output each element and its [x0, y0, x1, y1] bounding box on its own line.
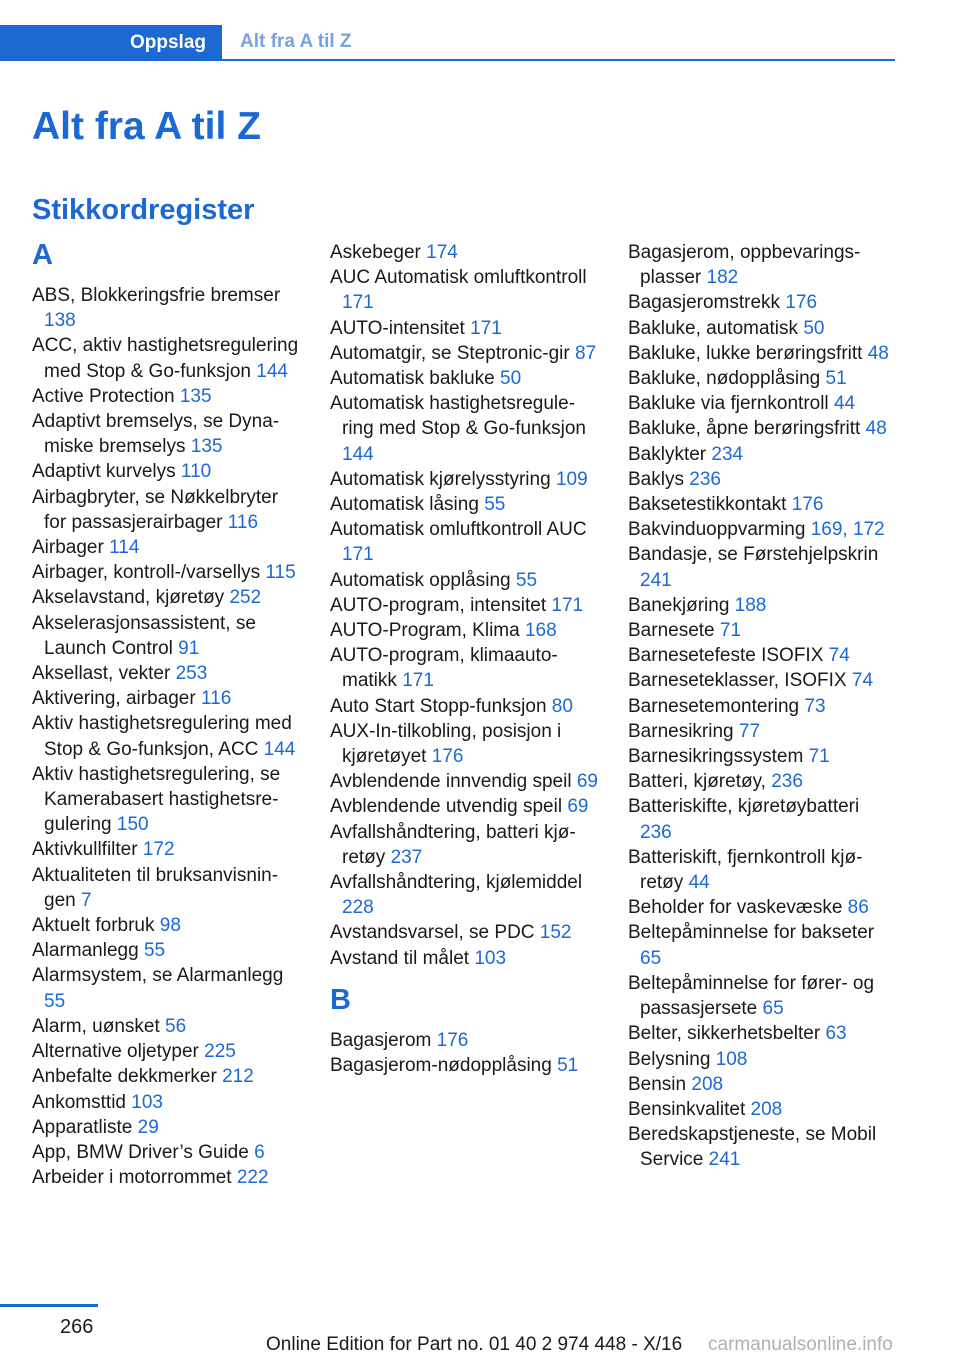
- index-entry-page-link[interactable]: 169, 172: [810, 519, 885, 541]
- index-entry: [330, 265, 598, 315]
- index-entry-text: Adaptivt bremselys, se Dynamiske bremselys: [32, 411, 280, 458]
- index-entry-page-link[interactable]: 252: [229, 587, 262, 609]
- index-entry-page-link[interactable]: 188: [734, 594, 767, 616]
- index-entry-text: Bakluke, nødopplåsing: [628, 368, 821, 390]
- index-entry-page-link[interactable]: 135: [179, 385, 212, 407]
- index-entry: [32, 1064, 300, 1089]
- index-entry-page-link[interactable]: 63: [825, 1023, 847, 1045]
- index-entry: [330, 794, 598, 819]
- edition-text: Online Edition for Part no. 01 40 2 974 448 - X/16: [266, 1334, 683, 1355]
- index-entry: [330, 492, 598, 517]
- index-entry: [32, 1140, 300, 1165]
- index-entry: [32, 409, 300, 459]
- index-entry-page-link[interactable]: 98: [159, 915, 181, 937]
- index-entry-page-link[interactable]: 86: [847, 897, 869, 919]
- index-entry-page-link[interactable]: 48: [867, 342, 889, 364]
- index-entry-text: Bensin: [628, 1073, 687, 1095]
- index-entry-text: Alarm, uønsket: [32, 1015, 160, 1037]
- index-entry: [330, 946, 598, 971]
- index-letter-b: B: [330, 983, 351, 1016]
- index-entry-text: Automatisk låsing: [330, 494, 479, 516]
- index-entry-page-link[interactable]: 236: [640, 821, 672, 843]
- index-entry: [32, 611, 300, 661]
- index-entry: [330, 517, 598, 567]
- index-entry: [330, 820, 598, 870]
- index-entry-page-link[interactable]: 174: [426, 242, 458, 263]
- index-entry: [32, 762, 300, 838]
- index-entry-text: Adaptivt kurvelys: [32, 461, 176, 483]
- index-entry-page-link[interactable]: 56: [165, 1015, 187, 1037]
- index-entry-page-link[interactable]: 71: [719, 620, 742, 642]
- index-entry-text: Barnesete: [628, 620, 715, 642]
- index-column-1: [32, 240, 300, 1190]
- index-entry-text: App, BMW Driver’s Guide: [32, 1141, 249, 1163]
- index-entry-page-link[interactable]: 55: [484, 494, 506, 516]
- index-entry: [32, 585, 300, 610]
- index-entry-text: Alarmsystem, se Alarmanlegg: [32, 965, 284, 987]
- index-entry-text: AUTO-intensitet: [330, 317, 465, 339]
- index-entry-text: Barnesetefeste ISOFIX: [628, 645, 824, 667]
- index-entry-page-link[interactable]: 50: [803, 317, 825, 339]
- index-entry-page-link[interactable]: 208: [750, 1098, 783, 1120]
- index-entry-page-link[interactable]: 236: [771, 771, 803, 793]
- index-entry: [628, 618, 896, 643]
- index-entry: [628, 643, 896, 668]
- index-entry: [628, 895, 896, 920]
- index-letter-a: A: [32, 239, 53, 271]
- index-entry-text: Akselerasjonsassistent, se Launch Control: [32, 612, 256, 659]
- index-entry: [628, 744, 896, 769]
- index-entry-page-link[interactable]: 176: [785, 292, 818, 314]
- index-entry-page-link[interactable]: 65: [762, 998, 784, 1020]
- index-entry-text: Aktiv hastighetsregulering, se Kamerabasert hastighetsregulering: [32, 763, 281, 836]
- index-entry-page-link[interactable]: 176: [436, 1029, 469, 1051]
- index-entry: [330, 467, 598, 492]
- index-entry-page-link[interactable]: 55: [515, 569, 538, 591]
- index-entry-page-link[interactable]: 116: [227, 511, 259, 533]
- index-entry-text: Arbeider i motorrommet: [32, 1167, 232, 1189]
- index-entry-page-link[interactable]: 135: [190, 436, 223, 458]
- index-entry: [628, 366, 896, 391]
- index-entry: [628, 845, 896, 895]
- index-entry-page-link[interactable]: 236: [689, 468, 721, 490]
- index-entry-text: Batteriskift, fjernkontroll kjøretøy: [628, 846, 863, 894]
- index-entry-page-link[interactable]: 150: [116, 814, 149, 836]
- index-entry: [330, 341, 598, 366]
- index-entry-text: Ankomsttid: [32, 1091, 126, 1113]
- index-entry-page-link[interactable]: 222: [236, 1167, 269, 1189]
- index-entry-text: AUX-In-tilkobling, posisjon i kjøretøyet: [330, 720, 562, 768]
- index-entry-text: Auto Start Stopp-funksjon: [330, 695, 547, 717]
- index-entry-page-link[interactable]: 225: [204, 1041, 236, 1063]
- index-entry-text: Askebeger: [330, 242, 421, 263]
- index-entry-text: Bakluke via fjernkontroll: [628, 393, 829, 415]
- index-entry-text: Bagasjeromstrekk: [628, 292, 781, 314]
- index-entry: [32, 863, 300, 913]
- index-entry-page-link[interactable]: 7: [80, 889, 92, 911]
- index-entry-page-link[interactable]: 51: [825, 368, 847, 390]
- index-entry-text: Apparatliste: [32, 1116, 133, 1138]
- index-entry: [32, 333, 300, 383]
- index-entry-text: Avblendende innvendig speil: [330, 771, 572, 793]
- index-entry-page-link[interactable]: 110: [180, 461, 212, 483]
- index-entry-page-link[interactable]: 73: [804, 695, 826, 717]
- index-entry-text: Aktivkullfilter: [32, 839, 138, 861]
- index-entry-text: Automatisk bakluke: [330, 368, 495, 390]
- index-entry-text: AUTO-program, klimaautomatikk: [330, 645, 558, 692]
- index-entry: [32, 686, 300, 711]
- index-entry-text: Avstandsvarsel, se PDC: [330, 922, 535, 944]
- index-entry: [330, 643, 598, 693]
- index-entry: [330, 593, 598, 618]
- index-entry-page-link[interactable]: 241: [708, 1149, 741, 1171]
- index-entry-page-link[interactable]: 55: [143, 940, 166, 962]
- index-entry: [628, 1122, 896, 1172]
- index-entry-text: Avblendende utvendig speil: [330, 796, 563, 818]
- index-entry-page-link[interactable]: 74: [851, 670, 874, 692]
- index-entry-page-link[interactable]: 116: [200, 688, 232, 710]
- index-entry: [628, 416, 896, 441]
- index-entry: [330, 1028, 598, 1053]
- index-entry-text: Alarmanlegg: [32, 940, 139, 962]
- index-entry: [628, 971, 896, 1021]
- index-entry: [628, 769, 896, 794]
- index-entry-page-link[interactable]: 44: [833, 393, 856, 415]
- index-entry: [628, 920, 896, 970]
- index-entry-page-link[interactable]: 171: [402, 670, 434, 692]
- index-entry-text: Aktuelt forbruk: [32, 915, 155, 937]
- index-column-2: [330, 240, 598, 1078]
- index-entry-text: Beltepåminnelse for fører- og passasjersete: [628, 972, 875, 1020]
- index-entry-text: Bakluke, åpne berøringsfritt: [628, 418, 861, 440]
- index-entry-text: Baklys: [628, 468, 684, 490]
- index-entry: [628, 517, 896, 542]
- index-entry: [330, 391, 598, 467]
- index-entry-page-link[interactable]: 171: [342, 292, 374, 314]
- index-entry: [32, 560, 300, 585]
- index-entry-page-link[interactable]: 109: [555, 468, 588, 490]
- index-entry-page-link[interactable]: 29: [137, 1116, 159, 1138]
- index-entry-page-link[interactable]: 74: [828, 645, 850, 667]
- index-entry-text: ACC, aktiv hastighetsregulering med Stop & Go-funksjon: [32, 335, 299, 382]
- index-entry-text: Avstand til målet: [330, 947, 470, 969]
- index-entry-text: Anbefalte dekkmerker: [32, 1066, 217, 1088]
- index-entry-page-link[interactable]: 182: [706, 267, 739, 289]
- index-entry-page-link[interactable]: 144: [256, 360, 288, 382]
- index-entry-page-link[interactable]: 51: [557, 1055, 579, 1077]
- index-entry: [32, 384, 300, 409]
- index-entry-text: Avfallshåndtering, kjølemiddel: [330, 872, 583, 894]
- index-entry-text: Barnesikringssystem: [628, 746, 804, 768]
- index-entry: [628, 593, 896, 618]
- index-entry: [330, 694, 598, 719]
- index-entry-page-link[interactable]: 80: [551, 695, 573, 717]
- index-entry: [330, 769, 598, 794]
- index-entry-text: AUTO-Program, Klima: [330, 620, 520, 642]
- index-entry-text: Bagasjerom, oppbevaringsplasser: [628, 242, 861, 289]
- index-entry-page-link[interactable]: 77: [738, 720, 761, 742]
- index-entry-page-link[interactable]: 234: [711, 443, 744, 465]
- tab-alt-fra-a-til-z[interactable]: Alt fra A til Z: [240, 31, 352, 52]
- index-entry-page-link[interactable]: 65: [640, 947, 662, 969]
- index-entry: [628, 290, 896, 315]
- index-entry: [330, 920, 598, 945]
- index-entry-page-link[interactable]: 172: [142, 839, 175, 861]
- index-entry: [628, 694, 896, 719]
- index-entry: [32, 963, 300, 1013]
- index-entry-text: Bakvinduoppvarming: [628, 519, 806, 541]
- index-entry: [32, 711, 300, 761]
- index-entry-text: Automatisk omluftkontroll AUC: [330, 519, 587, 541]
- index-entry: [628, 240, 896, 290]
- index-entry-text: Automatisk opplåsing: [330, 569, 511, 591]
- index-entry: [628, 1021, 896, 1046]
- index-entry: [330, 618, 598, 643]
- index-entry: [628, 492, 896, 517]
- index-entry: [628, 719, 896, 744]
- index-entry-text: Bagasjerom-nødopplåsing: [330, 1055, 552, 1077]
- index-entry: [32, 1090, 300, 1115]
- header-rule: [0, 59, 895, 61]
- index-entry: [330, 1053, 598, 1078]
- index-entry: [32, 1014, 300, 1039]
- index-entry-page-link[interactable]: 138: [44, 310, 76, 332]
- header-tabs: [0, 25, 895, 61]
- index-entry-text: Aktiv hastighetsregulering med Stop & Go-funksjon, ACC: [32, 713, 292, 760]
- index-entry: [32, 283, 300, 333]
- index-entry: [32, 1165, 300, 1190]
- index-entry-page-link[interactable]: 71: [808, 746, 830, 768]
- index-entry-page-link[interactable]: 168: [524, 620, 557, 642]
- index-entry-page-link[interactable]: 44: [688, 872, 710, 894]
- index-entry-text: Baklykter: [628, 443, 707, 465]
- index-entry: [32, 837, 300, 862]
- index-entry-text: Airbager, kontroll-/varsellys: [32, 562, 261, 584]
- index-entry-page-link[interactable]: 176: [431, 746, 464, 768]
- index-entry: [330, 568, 598, 593]
- index-entry: [628, 442, 896, 467]
- index-entry-text: Belysning: [628, 1048, 711, 1070]
- index-entry-text: Avfallshåndtering, batteri kjøretøy: [330, 821, 576, 868]
- index-entry-page-link[interactable]: 144: [263, 738, 296, 760]
- index-entry: [32, 535, 300, 560]
- index-entry-text: Automatisk hastighetsregulering med Stop & Go-funksjon: [330, 393, 586, 440]
- index-entry: [330, 240, 598, 265]
- index-entry-page-link[interactable]: 55: [44, 990, 66, 1012]
- index-entry: [628, 391, 896, 416]
- index-entry-page-link[interactable]: 171: [342, 544, 374, 566]
- index-entry-page-link[interactable]: 114: [109, 537, 140, 559]
- index-entry-page-link[interactable]: 69: [567, 796, 589, 818]
- index-entry-page-link[interactable]: 212: [222, 1066, 254, 1088]
- index-entry-text: Batteri, kjøretøy,: [628, 771, 766, 793]
- index-entry-page-link[interactable]: 91: [178, 637, 200, 659]
- index-entry-page-link[interactable]: 69: [576, 771, 598, 793]
- index-entry-text: Aksellast, vekter: [32, 663, 171, 685]
- index-entry-page-link[interactable]: 171: [470, 317, 502, 339]
- index-entry-text: Barnesikring: [628, 720, 734, 742]
- page-title: Alt fra A til Z: [32, 105, 261, 148]
- index-entry-page-link[interactable]: 241: [640, 569, 672, 591]
- index-entry-page-link[interactable]: 176: [791, 494, 824, 516]
- index-entry: [32, 1115, 300, 1140]
- watermark: carmanualsonline.info: [708, 1334, 893, 1355]
- index-entry: [628, 794, 896, 844]
- index-list-col3: [628, 240, 896, 1173]
- index-entry-text: ABS, Blokkeringsfrie bremser: [32, 285, 281, 306]
- index-entry-page-link[interactable]: 152: [539, 922, 572, 944]
- index-entry: [628, 341, 896, 366]
- index-entry: [330, 870, 598, 920]
- index-entry-text: Bagasjerom: [330, 1029, 432, 1051]
- index-entry-text: Baksetestikkontakt: [628, 494, 787, 516]
- index-list-col1: [32, 283, 300, 1190]
- index-entry-text: Airbagbryter, se Nøkkelbryter for passasjerairbager: [32, 486, 279, 533]
- index-entry-page-link[interactable]: 253: [175, 663, 208, 685]
- index-entry-page-link[interactable]: 6: [254, 1141, 265, 1163]
- index-entry: [330, 719, 598, 769]
- index-list-col2-a: [330, 240, 598, 971]
- index-entry-text: Aktivering, airbager: [32, 688, 196, 710]
- index-entry: [32, 485, 300, 535]
- index-entry-text: Automatgir, se Steptronic-gir: [330, 342, 570, 364]
- index-entry-text: Alternative oljetyper: [32, 1041, 199, 1063]
- index-entry-page-link[interactable]: 237: [390, 846, 423, 868]
- index-entry-page-link[interactable]: 103: [131, 1091, 163, 1113]
- index-entry-text: AUC Automatisk omluftkontroll: [330, 267, 587, 289]
- index-entry-text: Bensinkvalitet: [628, 1098, 746, 1120]
- index-entry: [32, 661, 300, 686]
- index-entry: [330, 366, 598, 391]
- index-entry: [32, 1039, 300, 1064]
- index-entry-text: Airbager: [32, 537, 104, 559]
- index-entry: [628, 668, 896, 693]
- index-entry: [628, 1047, 896, 1072]
- index-entry: [628, 1097, 896, 1122]
- index-entry-page-link[interactable]: 108: [715, 1048, 748, 1070]
- index-entry: [32, 459, 300, 484]
- index-entry: [330, 316, 598, 341]
- index-entry-text: Active Protection: [32, 385, 175, 407]
- index-entry-text: Bandasje, se Førstehjelpskrin: [628, 544, 879, 566]
- index-entry-page-link[interactable]: 115: [265, 562, 296, 584]
- index-entry-page-link[interactable]: 208: [691, 1073, 724, 1095]
- index-entry-page-link[interactable]: 50: [500, 368, 522, 390]
- index-entry-text: Akselavstand, kjøretøy: [32, 587, 225, 609]
- index-entry-page-link[interactable]: 144: [342, 443, 374, 465]
- index-entry: [628, 316, 896, 341]
- index-entry-text: Barnesetemontering: [628, 695, 800, 717]
- index-entry-text: Automatisk kjørelysstyring: [330, 468, 551, 490]
- index-entry-text: AUTO-program, intensitet: [330, 594, 547, 616]
- index-entry-page-link[interactable]: 171: [551, 594, 584, 616]
- tab-oppslag[interactable]: Oppslag: [0, 25, 222, 61]
- page-number: 266: [60, 1316, 94, 1338]
- index-column-3: [628, 240, 896, 1173]
- index-entry: [32, 938, 300, 963]
- index-entry-text: Bakluke, automatisk: [628, 317, 799, 339]
- index-entry-text: Beredskapstjeneste, se Mobil Service: [628, 1124, 877, 1171]
- index-entry-text: Beholder for vaskevæske: [628, 897, 843, 919]
- index-entry: [32, 913, 300, 938]
- index-entry-text: Batteriskifte, kjøretøybatteri: [628, 796, 860, 818]
- index-entry: [628, 542, 896, 592]
- index-entry-page-link[interactable]: 87: [575, 342, 597, 364]
- index-entry-text: Bakluke, lukke berøringsfritt: [628, 342, 863, 364]
- index-entry-page-link[interactable]: 228: [342, 897, 374, 919]
- index-entry-text: Barneseteklasser, ISOFIX: [628, 670, 847, 692]
- index-entry: [628, 1072, 896, 1097]
- index-entry-text: Aktualiteten til bruksanvisningen: [32, 864, 279, 911]
- index-entry-page-link[interactable]: 48: [865, 418, 887, 440]
- footer-rule: [0, 1304, 98, 1307]
- index-list-col2-b: [330, 1028, 598, 1078]
- index-entry-text: Banekjøring: [628, 594, 730, 616]
- section-subtitle: Stikkordregister: [32, 194, 255, 226]
- index-entry-page-link[interactable]: 103: [474, 947, 507, 969]
- index-entry: [628, 467, 896, 492]
- index-entry-text: Belter, sikkerhetsbelter: [628, 1023, 821, 1045]
- index-entry-text: Beltepåminnelse for bakseter: [628, 922, 875, 944]
